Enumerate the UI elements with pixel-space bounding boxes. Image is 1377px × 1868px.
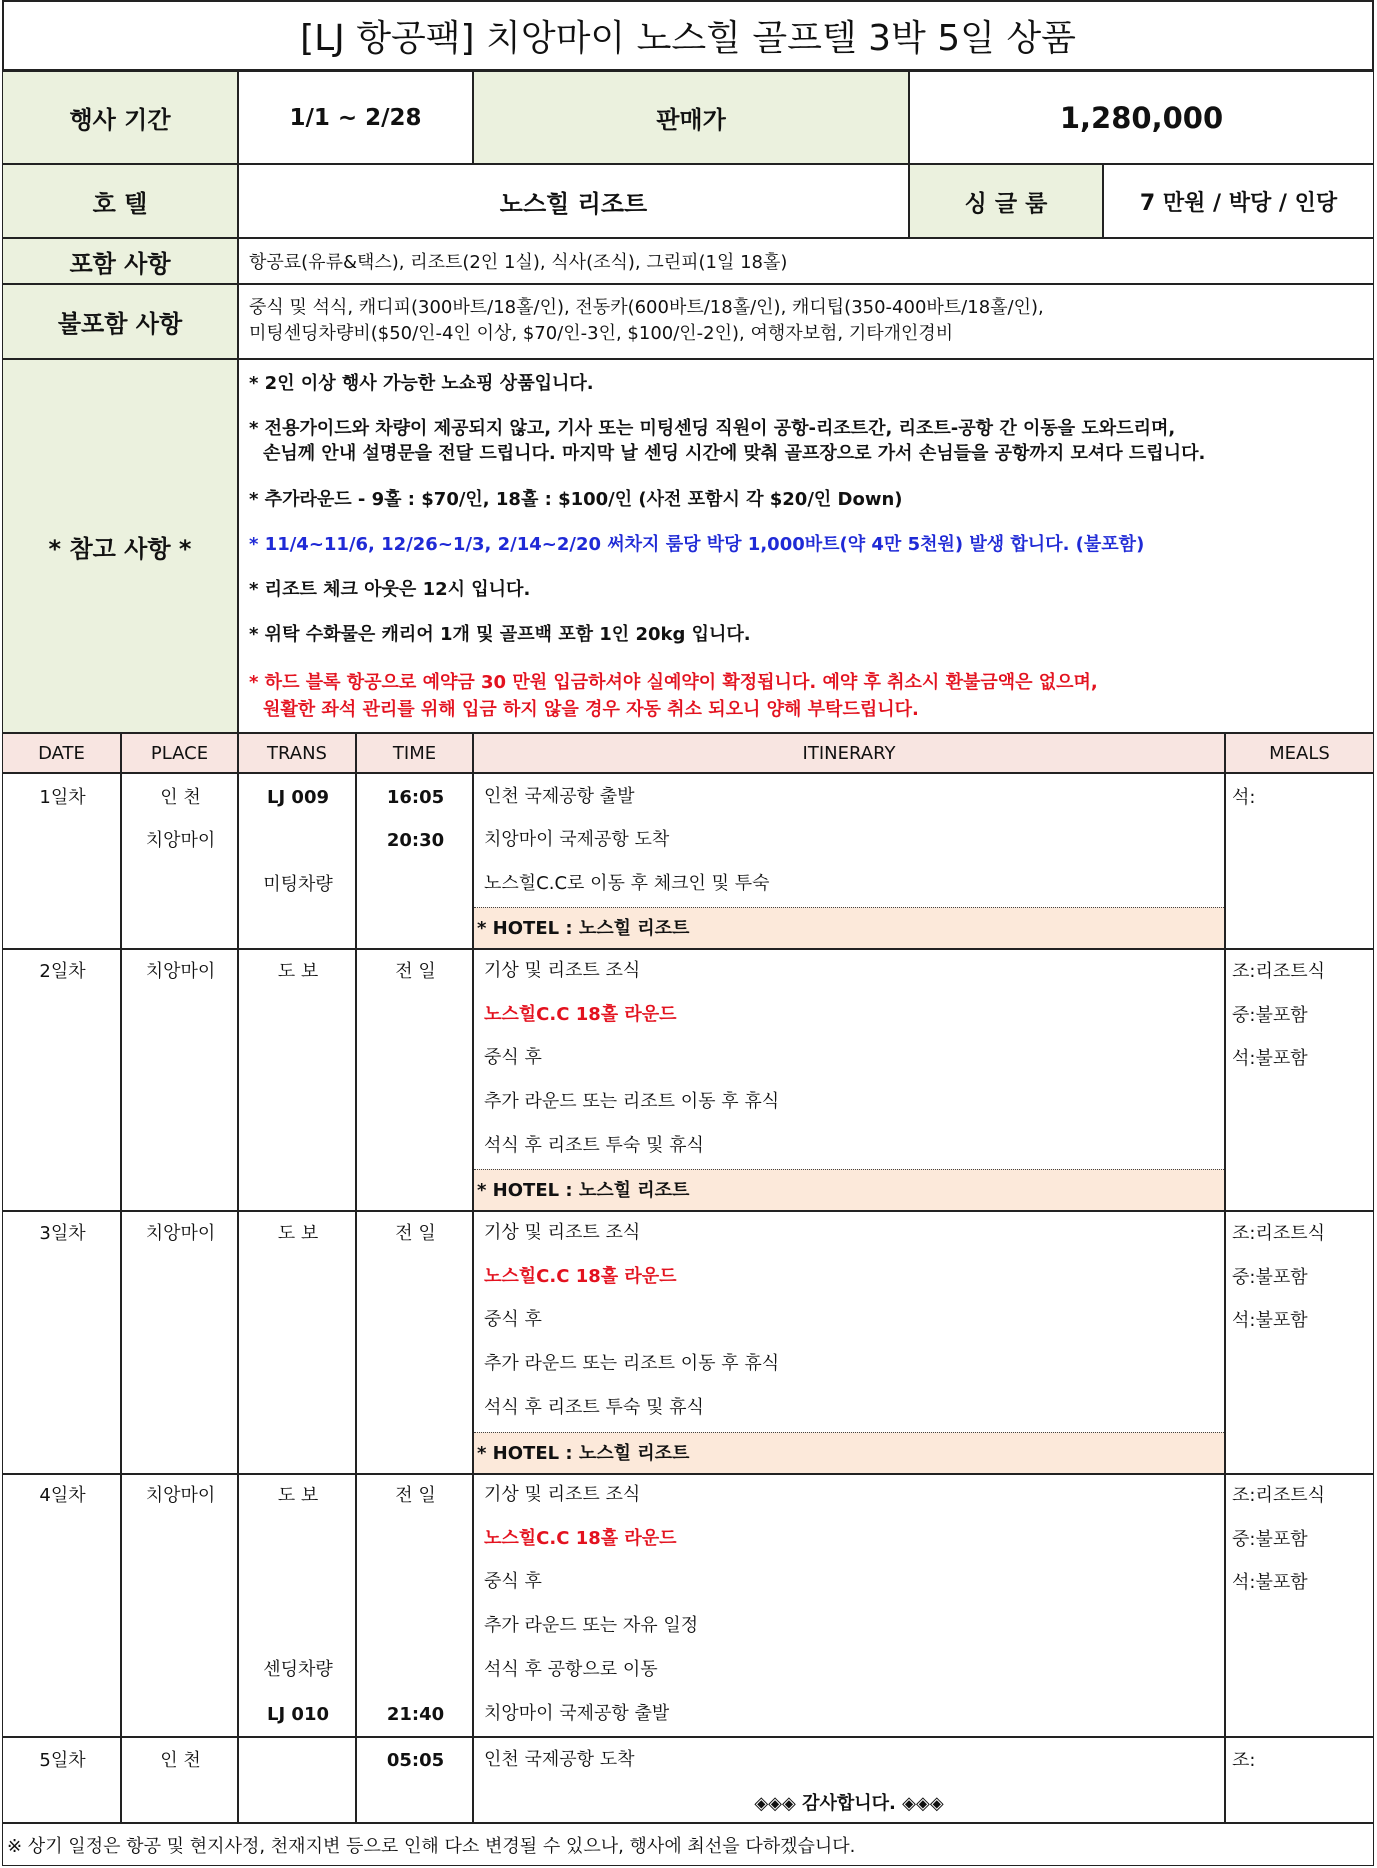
day3-time: 전 일 [395,1223,436,1244]
day2-trans-cell [238,949,356,1211]
day2-time: 전 일 [395,961,436,982]
excluded-label-cell [2,284,238,359]
note-surcharge: * 11/4~11/6, 12/26~1/3, 2/14~2/20 써차지 룸당 박당 1,000바트(약 4만 5천원) 발생 합니다. (불포함) [249,534,1145,555]
day3-meal-1: 조:리조트식 [1232,1223,1326,1244]
excluded-label: 불포함 사항 [57,310,183,338]
day2-meal-3: 석:불포함 [1232,1048,1308,1069]
day4-date: 4일차 [39,1485,86,1506]
day4-itinerary-4: 추가 라운드 또는 자유 일정 [484,1615,699,1636]
day3-meals-cell [1225,1211,1374,1474]
header-place [121,733,238,773]
day3-trans-cell [238,1211,356,1474]
day2-meals-cell [1225,949,1374,1211]
day1-time-2: 20:30 [386,830,445,851]
day5-time-cell [356,1737,473,1823]
hotel-value: 노스힐 리조트 [499,189,648,218]
day3-time-cell [356,1211,473,1474]
day5-meal-1: 조: [1232,1750,1256,1771]
day2-hotel-row [474,1169,1224,1210]
period-value-cell [238,71,473,164]
day1-itinerary-cell [473,773,1225,949]
note-deposit-2: 원활한 좌석 관리를 위해 입금 하지 않을 경우 자동 취소 되오니 양해 부탁드립니다. [263,699,919,720]
single-room-value: 7 만원 / 박당 / 인당 [1139,190,1338,216]
day5-date-cell [2,1737,121,1823]
day1-date: 1일차 [39,787,86,808]
day4-itinerary-cell [473,1474,1225,1737]
excluded-line-2: 미팅센딩차량비($50/인-4인 이상, $70/인-3인, $100/인-2인), 여행자보험, 기타개인경비 [249,323,954,344]
day4-itinerary-1: 기상 및 리조트 조식 [484,1484,641,1505]
day4-meals-cell [1225,1474,1374,1737]
day5-itinerary-1: 인천 국제공항 도착 [484,1749,635,1770]
day4-itinerary-5: 석식 후 공항으로 이동 [484,1659,658,1680]
day5-time: 05:05 [386,1750,445,1771]
day4-meal-1: 조:리조트식 [1232,1485,1326,1506]
day1-itinerary-1: 인천 국제공항 출발 [484,786,635,807]
note-extra-round: * 추가라운드 - 9홀 : $70/인, 18홀 : $100/인 (사전 포함시 각 $20/인 Down) [249,489,903,510]
thanks-message: ◈◈◈ 감사합니다. ◈◈◈ [754,1793,944,1814]
price-label-cell [473,71,909,164]
day1-itinerary-2: 치앙마이 국제공항 도착 [484,829,670,850]
period-label-cell [2,71,238,164]
day1-place-1: 인 천 [160,787,201,808]
day4-trans-cell [238,1474,356,1737]
day5-meals-cell [1225,1737,1374,1823]
day3-meal-2: 중:불포함 [1232,1267,1308,1288]
hotel-label: 호 텔 [92,189,148,218]
day1-flight: LJ 009 [266,787,329,808]
day1-hotel: * HOTEL : 노스힐 리조트 [477,918,690,939]
day2-itinerary-5: 석식 후 리조트 투숙 및 휴식 [484,1135,704,1156]
note-deposit-1: * 하드 블록 항공으로 예약금 30 만원 입금하셔야 실예약이 확정됩니다. 예약 후 취소시 환불금액은 없으며, [249,672,1098,693]
header-itinerary-label: ITINERARY [802,742,896,764]
note-transfer-2: 손님께 안내 설명문을 전달 드립니다. 마지막 날 센딩 시간에 맞춰 골프장으로 가서 손님들을 공항까지 모셔다 드립니다. [263,443,1206,464]
day4-sending-car: 센딩차량 [263,1659,333,1680]
day4-time-2: 21:40 [386,1704,445,1725]
period-label: 행사 기간 [69,106,171,134]
header-date-label: DATE [38,742,85,764]
page-title: [LJ 항공팩] 치앙마이 노스힐 골프텔 3박 5일 상품 [300,18,1076,59]
day3-hotel: * HOTEL : 노스힐 리조트 [477,1443,690,1464]
day2-trans: 도 보 [277,961,319,982]
tour-document [2,0,1374,1866]
included-value-cell [238,238,1374,284]
day2-itinerary-3: 중식 후 [484,1047,542,1068]
day3-itinerary-2: 노스힐C.C 18홀 라운드 [484,1266,677,1287]
day4-place: 치앙마이 [145,1485,216,1506]
day1-place-cell [121,773,238,949]
day4-meal-3: 석:불포함 [1232,1572,1308,1593]
header-trans-label: TRANS [267,742,327,764]
day1-meal-1: 석: [1232,787,1256,808]
period-value: 1/1 ~ 2/28 [289,104,422,131]
note-checkout: * 리조트 체크 아웃은 12시 입니다. [249,579,531,600]
price-value-cell [909,71,1374,164]
day2-itinerary-cell [473,949,1225,1211]
day4-itinerary-6: 치앙마이 국제공항 출발 [484,1703,670,1724]
day4-trans-1: 도 보 [277,1485,319,1506]
single-room-label-cell [909,164,1103,238]
header-meals [1225,733,1374,773]
included-label: 포함 사항 [69,249,171,278]
day5-date: 5일차 [39,1750,86,1771]
day2-hotel: * HOTEL : 노스힐 리조트 [477,1180,690,1201]
day5-place-cell [121,1737,238,1823]
day4-itinerary-3: 중식 후 [484,1571,542,1592]
header-meals-label: MEALS [1269,742,1330,764]
note-no-shopping: * 2인 이상 행사 가능한 노쇼핑 상품입니다. [249,373,594,394]
day3-place-cell [121,1211,238,1474]
day2-meal-2: 중:불포함 [1232,1005,1308,1026]
hotel-value-cell [238,164,909,238]
day1-time-cell [356,773,473,949]
day3-meal-3: 석:불포함 [1232,1310,1308,1331]
day5-place: 인 천 [160,1750,201,1771]
day2-date-cell [2,949,121,1211]
day4-date-cell [2,1474,121,1737]
price-value: 1,280,000 [1059,100,1224,135]
day4-time-1: 전 일 [395,1485,436,1506]
hotel-label-cell [2,164,238,238]
single-room-value-cell [1103,164,1374,238]
header-time-label: TIME [392,742,437,764]
day3-itinerary-5: 석식 후 리조트 투숙 및 휴식 [484,1397,704,1418]
day1-date-cell [2,773,121,949]
day3-date-cell [2,1211,121,1474]
day1-itinerary-3: 노스힐C.C로 이동 후 체크인 및 투숙 [484,873,770,894]
day3-place: 치앙마이 [145,1223,216,1244]
day2-date: 2일차 [39,961,86,982]
included-value: 항공료(유류&택스), 리조트(2인 1실), 식사(조식), 그린피(1일 18홀) [249,252,788,273]
notes-label: * 참고 사항 * [48,534,192,563]
day2-meal-1: 조:리조트식 [1232,961,1326,982]
day4-itinerary-2: 노스힐C.C 18홀 라운드 [484,1528,677,1549]
day1-trans-cell [238,773,356,949]
day2-place: 치앙마이 [145,961,216,982]
footer-note: ※ 상기 일정은 항공 및 현지사정, 천재지변 등으로 인해 다소 변경될 수 있으나, 행사에 최선을 다하겠습니다. [7,1835,856,1857]
day4-meal-2: 중:불포함 [1232,1529,1308,1550]
footer-cell [2,1823,1374,1866]
day1-meals-cell [1225,773,1374,949]
day2-itinerary-4: 추가 라운드 또는 리조트 이동 후 휴식 [484,1091,780,1112]
header-place-label: PLACE [150,742,209,764]
header-itinerary [473,733,1225,773]
day1-place-2: 치앙마이 [145,830,216,851]
day5-itinerary-cell [473,1737,1225,1823]
day4-flight: LJ 010 [266,1704,329,1725]
day4-time-cell [356,1474,473,1737]
header-time [356,733,473,773]
day3-date: 3일차 [39,1223,86,1244]
day2-itinerary-2: 노스힐C.C 18홀 라운드 [484,1004,677,1025]
excluded-value-cell [238,284,1374,359]
note-transfer-1: * 전용가이드와 차량이 제공되지 않고, 기사 또는 미팅센딩 직원이 공항-리조트간, 리조트-공항 간 이동을 도와드리며, [249,418,1176,439]
day1-time-1: 16:05 [386,787,445,808]
note-baggage: * 위탁 수화물은 캐리어 1개 및 골프백 포함 1인 20kg 입니다. [249,624,751,645]
price-label: 판매가 [656,106,726,134]
notes-content-cell [238,359,1374,733]
day3-hotel-row [474,1432,1224,1473]
header-trans [238,733,356,773]
notes-label-cell [2,359,238,733]
day2-time-cell [356,949,473,1211]
header-date [2,733,121,773]
day1-meeting-car: 미팅차량 [263,874,333,895]
single-room-label: 싱 글 룸 [964,190,1048,217]
excluded-line-1: 중식 및 석식, 캐디피(300바트/18홀/인), 전동카(600바트/18홀/인), 캐디팁(350-400바트/18홀/인), [249,297,1044,318]
day3-itinerary-1: 기상 및 리조트 조식 [484,1222,641,1243]
day2-place-cell [121,949,238,1211]
day3-itinerary-3: 중식 후 [484,1309,542,1330]
day3-itinerary-4: 추가 라운드 또는 리조트 이동 후 휴식 [484,1353,780,1374]
day3-itinerary-cell [473,1211,1225,1474]
day4-place-cell [121,1474,238,1737]
included-label-cell [2,238,238,284]
day1-hotel-row [474,907,1224,948]
day3-trans: 도 보 [277,1223,319,1244]
day5-trans-cell [238,1737,356,1823]
day2-itinerary-1: 기상 및 리조트 조식 [484,960,641,981]
title-bar [2,0,1374,71]
